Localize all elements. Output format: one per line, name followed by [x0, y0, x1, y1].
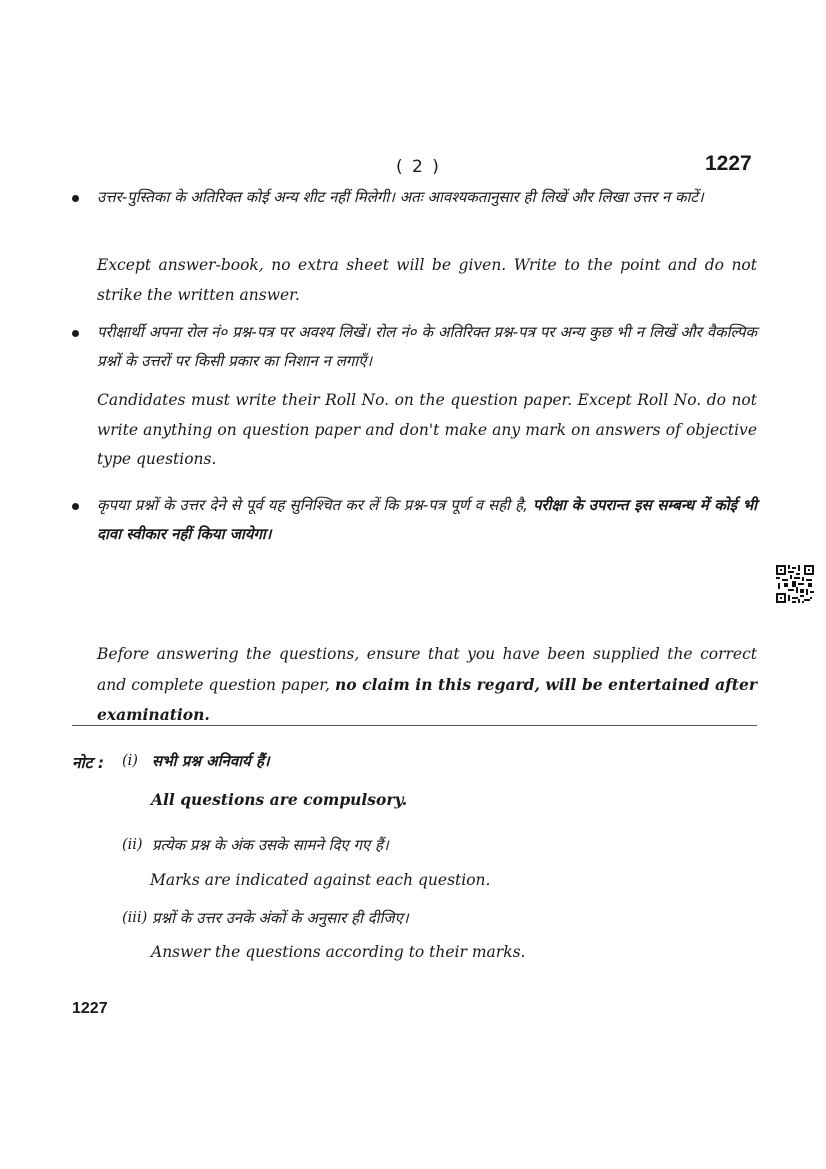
- divider: [72, 725, 757, 726]
- bullet-icon: [72, 330, 79, 337]
- note-1-english: All questions are compulsory.: [151, 790, 408, 809]
- instruction-1-hindi: उत्तर-पुस्तिका के अतिरिक्त कोई अन्य शीट नहीं मिलेगी। अतः आवश्यकतानुसार ही लिखें और लिखा उत्तर न काटें।: [97, 188, 704, 206]
- bullet-icon: [72, 195, 79, 202]
- instruction-3-english: [97, 640, 757, 731]
- note-numeral-1: (i): [122, 753, 138, 769]
- note-numeral-3: (iii): [122, 910, 148, 926]
- note-3-hindi: प्रश्नों के उत्तर उनके अंकों के अनुसार ही दीजिए।: [152, 909, 409, 927]
- note-1-hindi: सभी प्रश्न अनिवार्य हैं।: [152, 752, 270, 770]
- page-number: ( 2 ): [396, 157, 441, 177]
- instruction-3-english-text: Before answering the questions, ensure that you have been supplied the correct and complete question paper,: [97, 645, 757, 694]
- paper-code-footer: 1227: [72, 1000, 108, 1017]
- bullet-icon: [72, 503, 79, 510]
- note-3-english: Answer the questions according to their marks.: [151, 943, 526, 961]
- instruction-3-hindi-text: कृपया प्रश्नों के उत्तर देने से पूर्व यह सुनिश्चित कर लें कि प्रश्न-पत्र पूर्ण व सही है,: [97, 496, 533, 514]
- instruction-3-hindi: [97, 491, 757, 549]
- paper-code-header: 1227: [705, 152, 752, 175]
- instruction-3-english-bold: no claim in this regard, will be entertained after examination.: [97, 674, 757, 724]
- instruction-1-english: Except answer-book, no extra sheet will be given. Write to the point and do not strike the written answer.: [97, 256, 757, 304]
- note-2-english: Marks are indicated against each question.: [150, 871, 491, 889]
- instruction-2-hindi: परीक्षार्थी अपना रोल नं० प्रश्न-पत्र पर अवश्य लिखें। रोल नं० के अतिरिक्त प्रश्न-पत्र पर अन्य कुछ भी न लिखें और वैकल्पिक प्रश्नों के उत्तरों पर किसी प्रकार का निशान न लगाएँ।: [97, 323, 757, 370]
- note-label: नोट :: [72, 754, 105, 772]
- instruction-3-hindi-bold: परीक्षा के उपरान्त इस सम्बन्ध में कोई भी दावा स्वीकार नहीं किया जायेगा।: [97, 496, 757, 543]
- note-2-hindi: प्रत्येक प्रश्न के अंक उसके सामने दिए गए हैं।: [152, 836, 389, 854]
- qr-code-icon: [776, 565, 814, 603]
- instruction-2-english: Candidates must write their Roll No. on the question paper. Except Roll No. do not write anything on question paper and don't make any mark on answers of objective type questions.: [97, 391, 757, 468]
- note-numeral-2: (ii): [122, 837, 143, 853]
